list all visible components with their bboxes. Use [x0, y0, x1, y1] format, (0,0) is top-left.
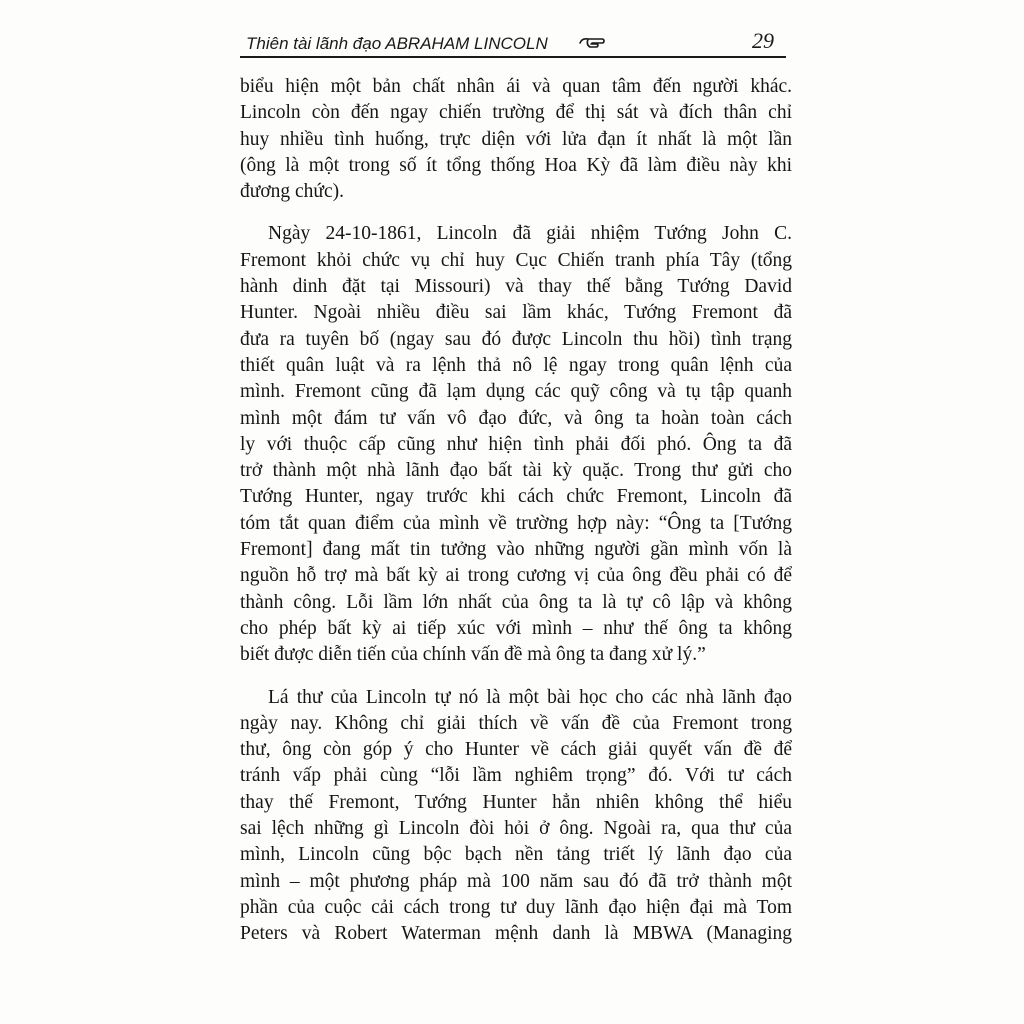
text-line: Peters và Robert Waterman mệnh danh là MBWA (Managing: [240, 923, 792, 945]
text-line: huy nhiều tình huống, trực diện với lửa đạn ít nhất là một lần: [240, 128, 792, 150]
body-text: [240, 74, 792, 964]
text-line: Hunter. Ngoài nhiều điều sai lầm khác, Tướng Fremont đã: [240, 302, 792, 324]
paragraph: [240, 74, 792, 205]
text-line: Tướng Hunter, ngay trước khi cách chức Fremont, Lincoln đã: [240, 486, 792, 508]
text-line: mình. Fremont cũng đã lạm dụng các quỹ công và tụ tập quanh: [240, 381, 792, 403]
text-line: ly với thuộc cấp cũng như hiện tình phải đối phó. Ông ta đã: [240, 433, 792, 455]
text-line: biểu hiện một bản chất nhân ái và quan tâm đến người khác.: [240, 76, 792, 97]
running-title: Thiên tài lãnh đạo ABRAHAM LINCOLN: [246, 34, 548, 53]
text-line: đưa ra tuyên bố (ngay sau đó được Lincoln thu hồi) tình trạng: [240, 328, 792, 350]
text-line: (ông là một trong số ít tổng thống Hoa Kỳ đã làm điều này khi: [240, 154, 792, 176]
text-line: thư, ông còn góp ý cho Hunter về cách giải quyết vấn đề để: [240, 739, 792, 761]
text-line: thay thế Fremont, Tướng Hunter hẳn nhiên không thể hiểu: [240, 791, 792, 813]
text-line: trở thành một nhà lãnh đạo bất tài kỳ quặc. Trong thư gửi cho: [240, 460, 792, 482]
text-line: mình – một phương pháp mà 100 năm sau đó đã trở thành một: [240, 870, 792, 892]
text-line: Fremont] đang mất tin tưởng vào những người gần mình vốn là: [240, 539, 792, 561]
text-line: sai lệch những gì Lincoln đòi hỏi ở ông. Ngoài ra, qua thư của: [240, 818, 792, 840]
text-line: tóm tắt quan điểm của mình về trường hợp này: “Ông ta [Tướng: [240, 512, 792, 534]
text-line: ngày nay. Không chỉ giải thích về vấn đề của Fremont trong: [240, 712, 792, 734]
text-line: hành dinh đặt tại Missouri) và thay thế bằng Tướng David: [240, 276, 792, 298]
text-line: Ngày 24-10-1861, Lincoln đã giải nhiệm Tướng John C.: [268, 223, 792, 245]
paragraph: [240, 685, 792, 948]
text-line: nguồn hỗ trợ mà bất kỳ ai trong cương vị của ông đều phải có để: [240, 565, 792, 587]
paragraph: [240, 221, 792, 668]
text-line: đương chức).: [240, 181, 345, 203]
text-line: Lá thư của Lincoln tự nó là một bài học cho các nhà lãnh đạo: [268, 686, 792, 708]
text-line: cho phép bất kỳ ai tiếp xúc với mình – như thế ông ta không: [240, 617, 792, 639]
pointing-hand-icon: [578, 33, 606, 51]
text-line: Lincoln còn đến ngay chiến trường để thị sát và đích thân chỉ: [240, 102, 792, 124]
text-line: biết được diễn tiến của chính vấn đề mà ông ta đang xử lý.”: [240, 644, 706, 666]
text-line: thành công. Lỗi lầm lớn nhất của ông ta là tự cô lập và không: [240, 591, 792, 613]
text-line: Fremont khỏi chức vụ chỉ huy Cục Chiến tranh phía Tây (tổng: [240, 249, 792, 271]
text-line: tránh vấp phải cùng “lỗi lầm nghiêm trọng” đó. Với tư cách: [240, 765, 792, 787]
text-line: phần của cuộc cải cách trong tư duy lãnh đạo hiện đại mà Tom: [240, 896, 792, 918]
page-number: 29: [752, 28, 774, 53]
text-line: mình một đám tư vấn vô đạo đức, và ông ta hoàn toàn cách: [240, 407, 792, 429]
text-line: mình, Lincoln cũng bộc bạch nền tảng triết lý lãnh đạo của: [240, 844, 792, 866]
running-header: [240, 26, 786, 58]
text-line: thiết quân luật và ra lệnh thả nô lệ ngay trong quân lệnh của: [240, 354, 792, 376]
